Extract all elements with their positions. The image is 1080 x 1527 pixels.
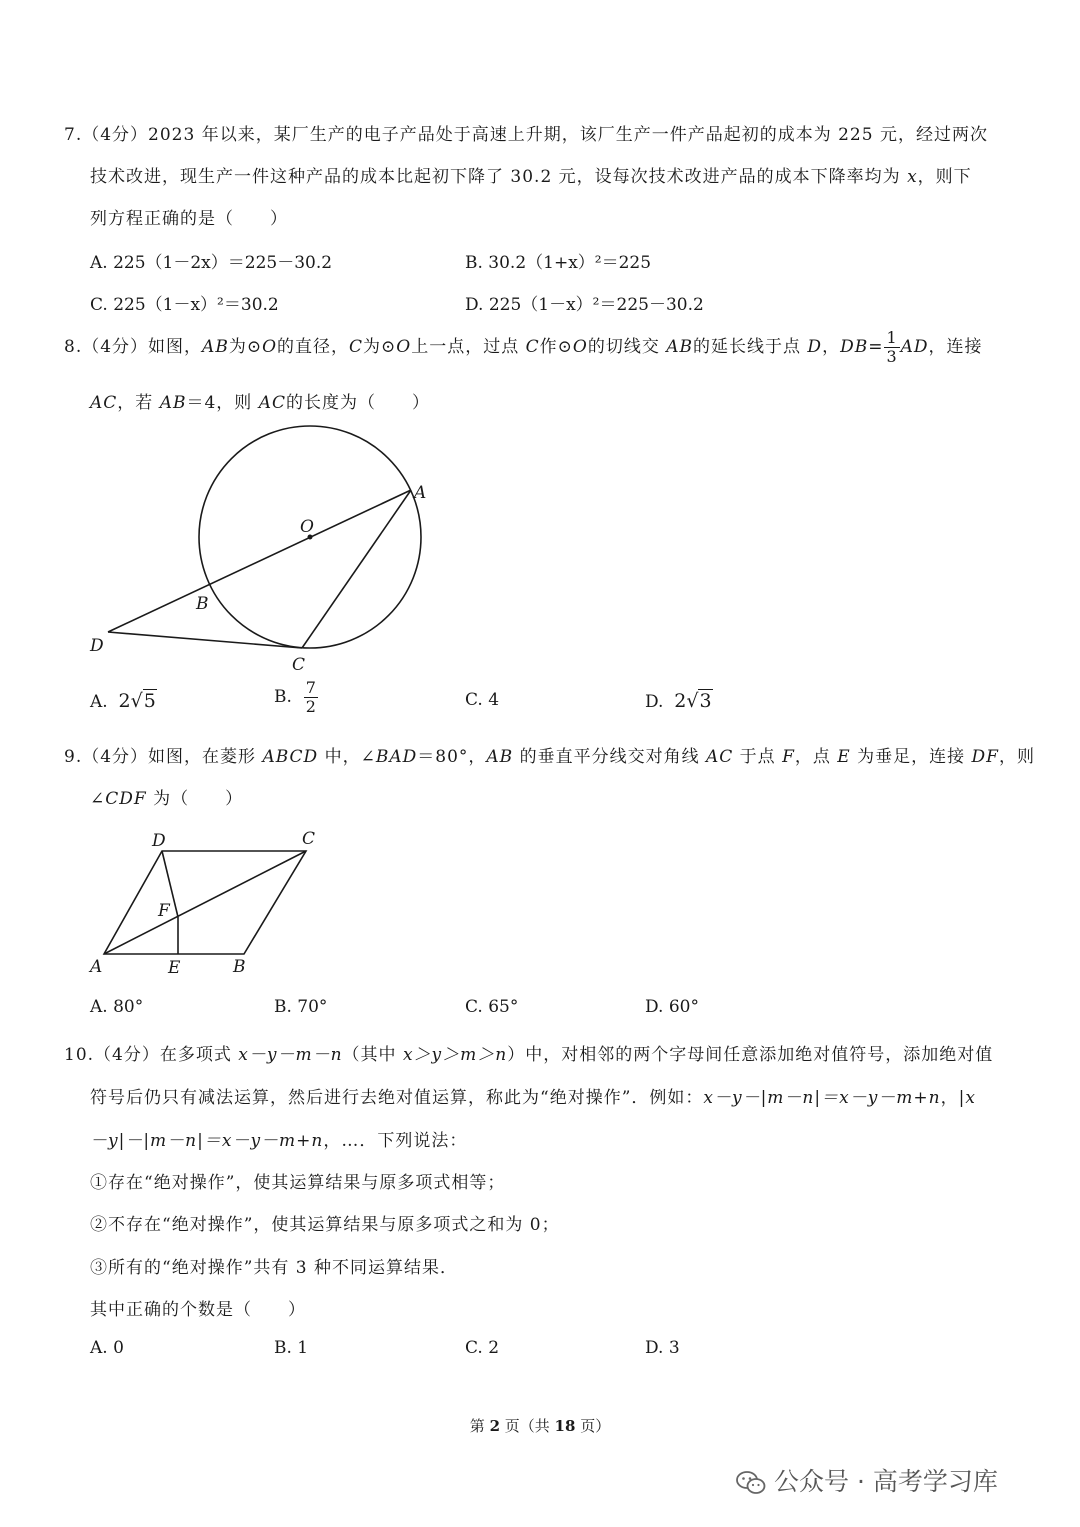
q10-statement-2: ②不存在“绝对操作”，使其运算结果与原多项式之和为 0；	[90, 1215, 560, 1235]
label-d: D	[90, 636, 104, 656]
q10-statement-1: ①存在“绝对操作”，使其运算结果与原多项式相等；	[90, 1173, 506, 1193]
q7-line3: 列方程正确的是（ ）	[90, 209, 288, 229]
q9-option-a: A. 80°	[90, 997, 144, 1017]
q10-option-a: A. 0	[90, 1338, 124, 1358]
q10-line3: －y|－|m－n|＝x－y－m+n，…．下列说法：	[90, 1131, 468, 1151]
q7-line2: 技术改进，现生产一件这种产品的成本比起初下降了 30.2 元，设每次技术改进产品的成本下降率均为 x，则下	[90, 167, 972, 187]
label-a: A	[90, 957, 103, 977]
q9-rhombus-diagram	[0, 820, 400, 990]
label-d: D	[152, 831, 166, 851]
q10-line1: 10.（4分）在多项式 x－y－m－n（其中 x＞y＞m＞n）中，对相邻的两个字母间任意添加绝对值符号，添加绝对值	[64, 1045, 994, 1065]
fraction-one-third: $\frac{1}{3}$	[886, 328, 898, 366]
q8-line1: 8.（4分）如图，AB为⊙O的直径，C为⊙O上一点，过点 C作⊙O的切线交 AB的延长线于点 D，DB= $\frac{1}{3}$ AD，连接	[64, 328, 983, 366]
line-ac	[302, 490, 411, 648]
q9-option-d: D. 60°	[645, 997, 699, 1017]
label-o: O	[300, 517, 314, 537]
label-b: B	[233, 957, 246, 977]
q9-option-c: C. 65°	[465, 997, 519, 1017]
page-footer: 第 2 页（共 18 页）	[469, 1417, 611, 1435]
label-c: C	[292, 655, 306, 675]
q8-option-c: C. 4	[465, 690, 500, 710]
watermark: 公众号 · 高考学习库	[736, 1462, 998, 1498]
q7-option-c: C. 225（1－x）²＝30.2	[90, 295, 279, 315]
label-e: E	[168, 958, 181, 978]
q10-option-b: B. 1	[274, 1338, 309, 1358]
label-c: C	[302, 829, 316, 849]
q9-line1: 9.（4分）如图，在菱形 ABCD 中，∠BAD＝80°，AB 的垂直平分线交对角线 AC 于点 F，点 E 为垂足，连接 DF，则	[64, 747, 1035, 767]
q9-option-b: B. 70°	[274, 997, 328, 1017]
label-a: A	[414, 483, 427, 503]
q8-option-a: A. 2√5	[90, 690, 156, 712]
label-f: F	[158, 901, 170, 921]
wechat-icon	[736, 1470, 766, 1496]
q7-option-a: A. 225（1－2x）＝225－30.2	[90, 253, 333, 273]
q10-line2: 符号后仍只有减法运算，然后进行去绝对值运算，称此为“绝对操作”．例如：x－y－|m－n|＝x－y－m+n，|x	[90, 1088, 976, 1108]
q8-line2: AC，若 AB＝4，则 AC的长度为（ ）	[90, 393, 431, 413]
q8-option-d: D. 2√3	[645, 690, 712, 712]
q10-question: 其中正确的个数是（ ）	[90, 1300, 306, 1320]
q7-option-b: B. 30.2（1+x）²＝225	[465, 253, 652, 273]
line-dc	[108, 632, 302, 648]
q10-option-d: D. 3	[645, 1338, 680, 1358]
q10-statement-3: ③所有的“绝对操作”共有 3 种不同运算结果．	[90, 1258, 459, 1278]
q9-line2: ∠CDF 为（ ）	[90, 789, 244, 809]
q7-line1: 7.（4分）2023 年以来，某厂生产的电子产品处于高速上升期，该厂生产一件产品起初的成本为 225 元，经过两次	[64, 125, 988, 145]
label-b: B	[196, 594, 209, 614]
q10-option-c: C. 2	[465, 1338, 500, 1358]
q8-circle-diagram	[0, 0, 1080, 700]
line-da	[108, 490, 411, 632]
q8-option-b: B. $\frac{7}{2}$	[274, 678, 316, 716]
q7-option-d: D. 225（1－x）²＝225－30.2	[465, 295, 704, 315]
